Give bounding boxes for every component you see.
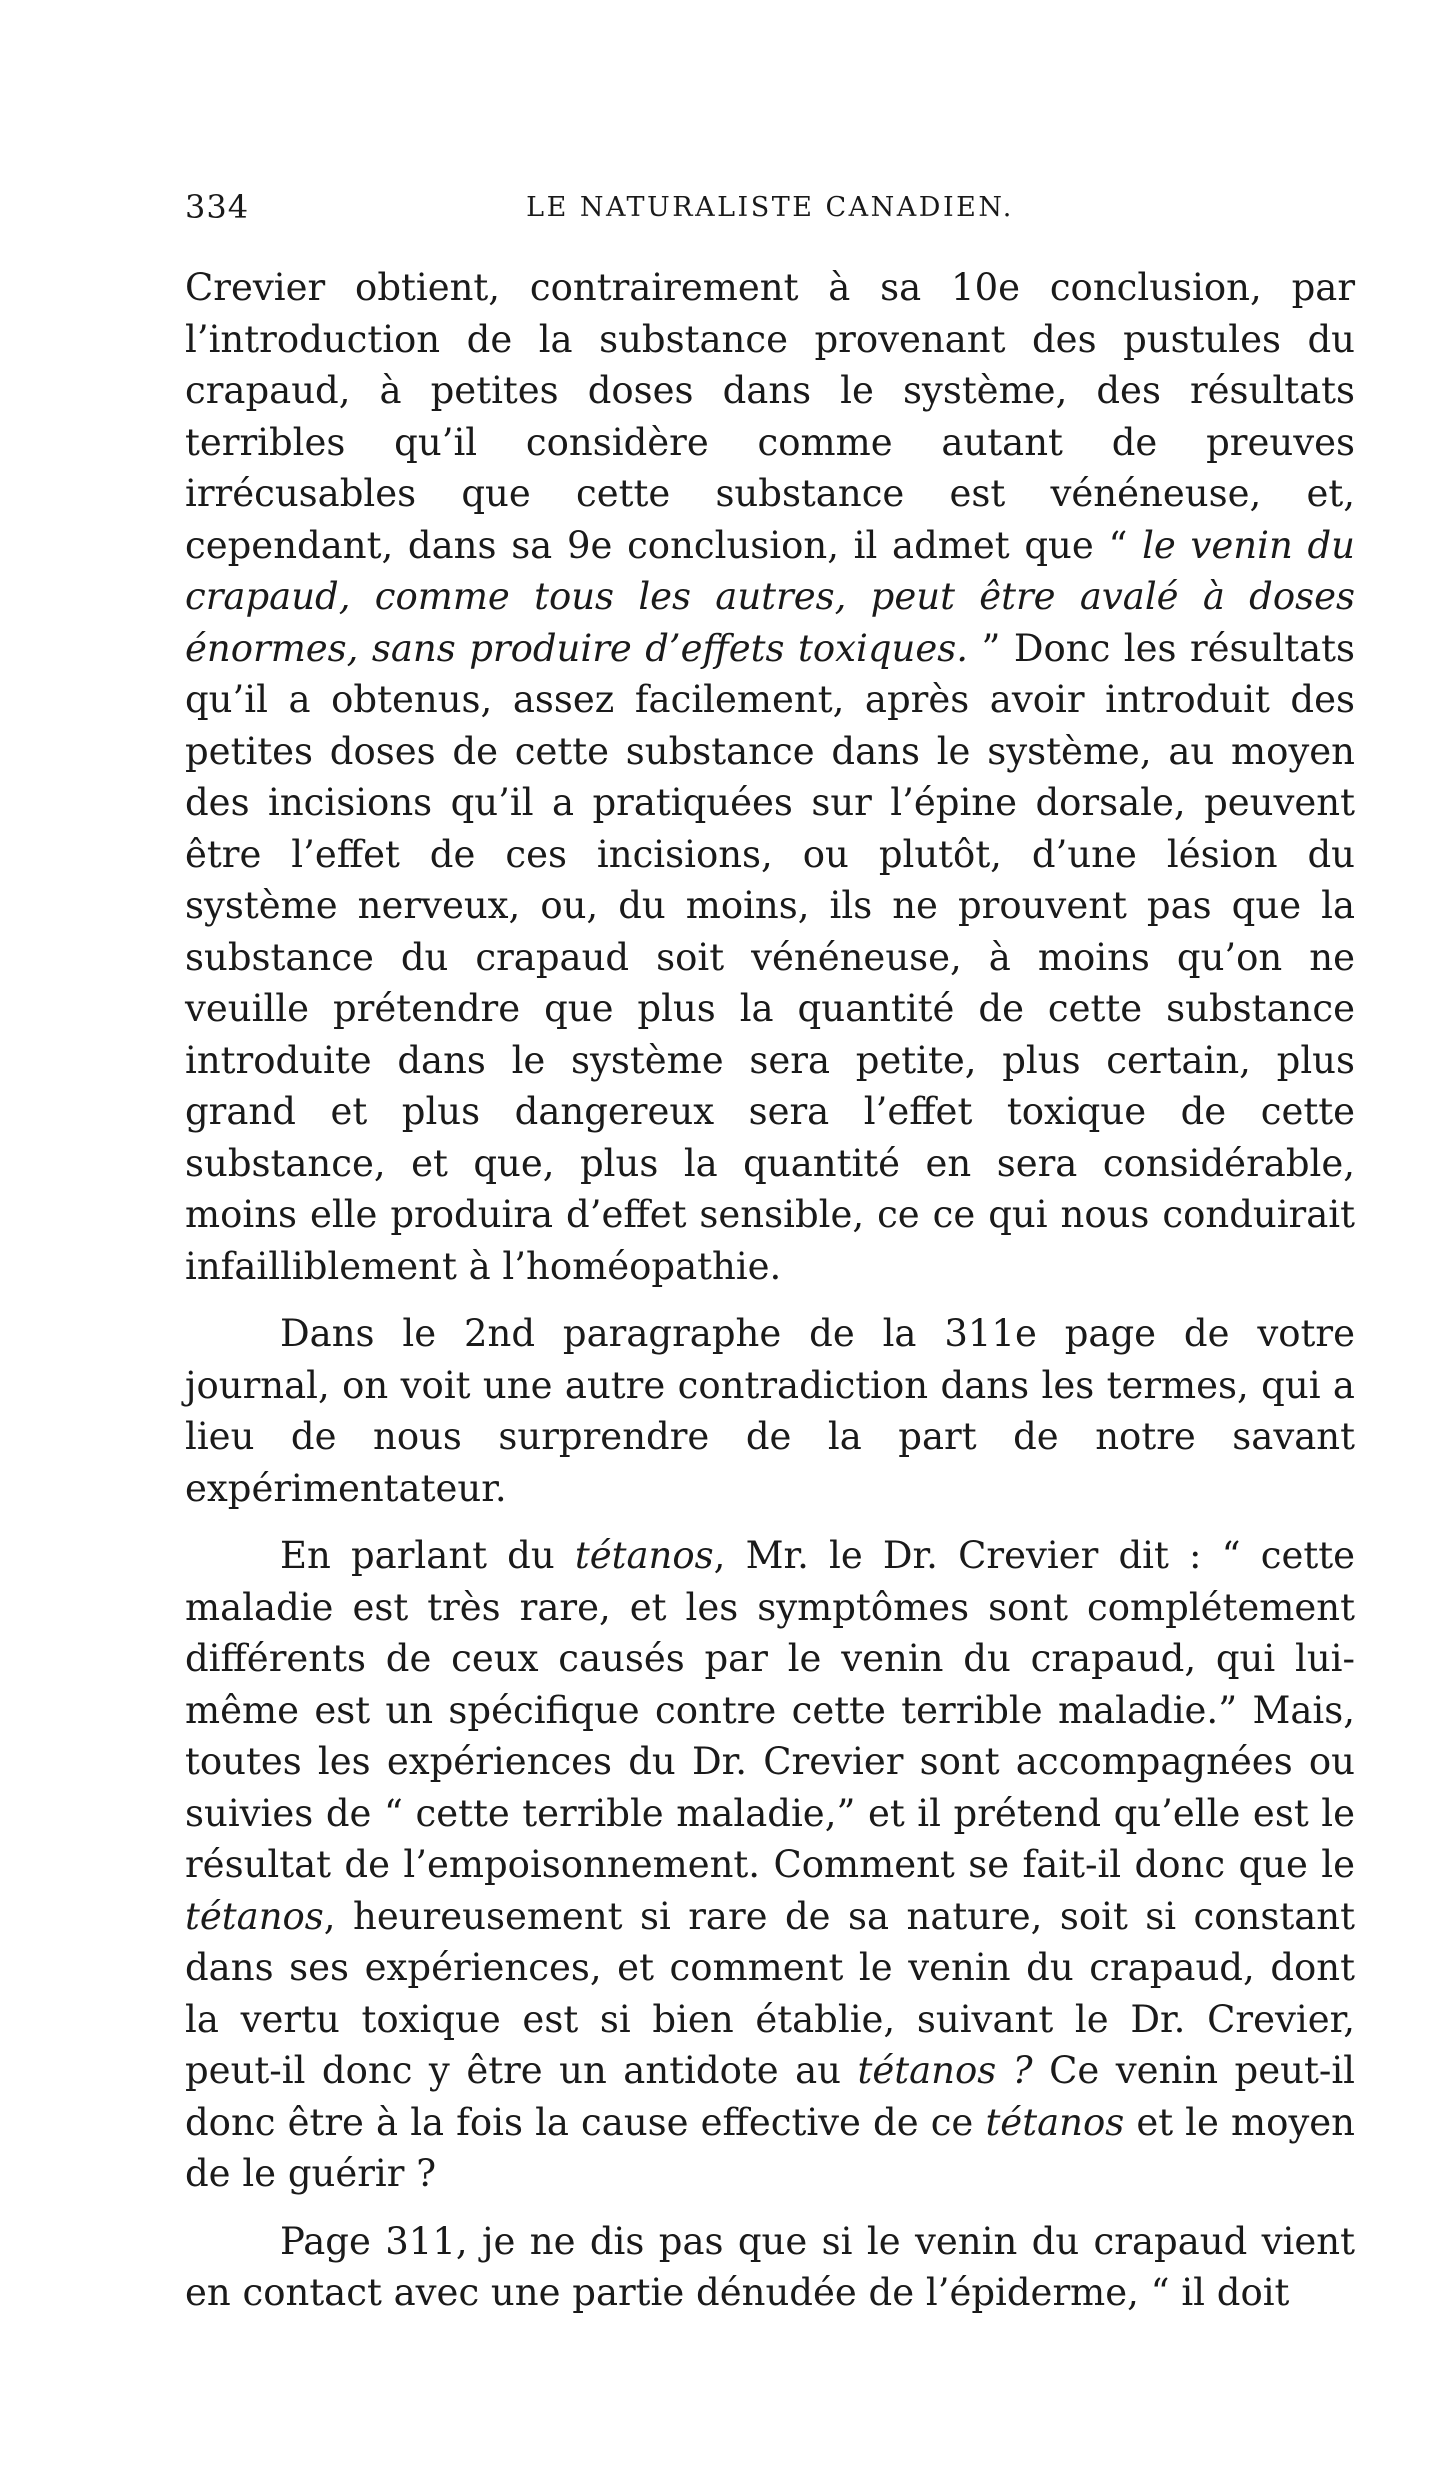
page-number: 334 (185, 188, 250, 226)
text-segment: ” Donc les résultats qu’il a obtenus, assez facilement, après avoir introduit des petites doses de cette substance dans le système, au moyen des incisions qu’il a pratiquées sur l’épine dorsale, peuvent être l’effet de ces incisions, ou plutôt, d’une lésion du système nerveux, ou, du moins, ils ne prouvent pas que la substance du crapaud soit vénéneuse, à moins qu’on ne veuille prétendre que plus la quantité de cette substance introduite dans le système sera petite, plus certain, plus grand et plus dangereux sera l’effet toxique de cette substance, et que, plus la quantité en sera considérable, moins elle produira d’effet sensible, ce ce qui nous conduirait infailliblement à l’homéopathie. (185, 626, 1355, 1288)
italic-term: tétanos (185, 1894, 324, 1938)
text-segment: Crevier obtient, contrairement à sa 10e conclusion, par l’introduction de la substance provenant des pustules du crapaud, à petites doses dans le système, des résultats terribles qu’il considère comme autant de preuves irrécusables que cette substance est vénéneuse, et, cependant, dans sa 9e conclusion, il admet que “ (185, 266, 1355, 567)
paragraph-1 (185, 262, 1355, 1292)
text-segment: Dans le 2nd paragraphe de la 311e page de votre journal, on voit une autre contradiction dans les termes, qui a lieu de nous surprendre de la part de notre savant expérimentateur. (185, 1312, 1355, 1510)
paragraph-2 (185, 1308, 1355, 1514)
page-body (185, 262, 1355, 2319)
page-header (185, 188, 1355, 232)
text-segment: Ce venin peut-il donc être à la fois la cause effective de ce (185, 2049, 1355, 2144)
italic-term: tétanos (985, 2100, 1125, 2144)
text-segment: , heureusement si rare de sa nature, soit si constant dans ses expériences, et comment le venin du crapaud, dont la vertu toxique est si bien établie, suivant le Dr. Crevier, peut-il donc y être un antidote au (185, 1894, 1355, 2092)
text-segment: et le moyen de le guérir ? (185, 2100, 1355, 2195)
paragraph-3 (185, 1530, 1355, 2200)
text-segment: En parlant du (280, 1534, 575, 1577)
italic-quote: le venin du crapaud, comme tous les autres, peut être avalé à doses énormes, sans produire d’effets toxiques. (185, 523, 1355, 670)
italic-term: tétanos (574, 1534, 714, 1577)
paragraph-4 (185, 2216, 1355, 2319)
text-segment: , Mr. le Dr. Crevier dit : “ cette maladie est très rare, et les symptômes sont complétement différents de ceux causés par le venin du crapaud, qui lui-même est un spécifique contre cette terrible maladie.” Mais, toutes les expériences du Dr. Crevier sont accompagnées ou suivies de “ cette terrible maladie,” et il prétend qu’elle est le résultat de l’empoisonnement. Comment se fait-il donc que le (185, 1534, 1355, 1886)
text-segment: Page 311, je ne dis pas que si le venin du crapaud vient en contact avec une partie dénudée de l’épiderme, “ il doit (185, 2219, 1355, 2314)
running-title: LE NATURALISTE CANADIEN. (526, 192, 1014, 223)
italic-term: tétanos ? (857, 2049, 1033, 2092)
